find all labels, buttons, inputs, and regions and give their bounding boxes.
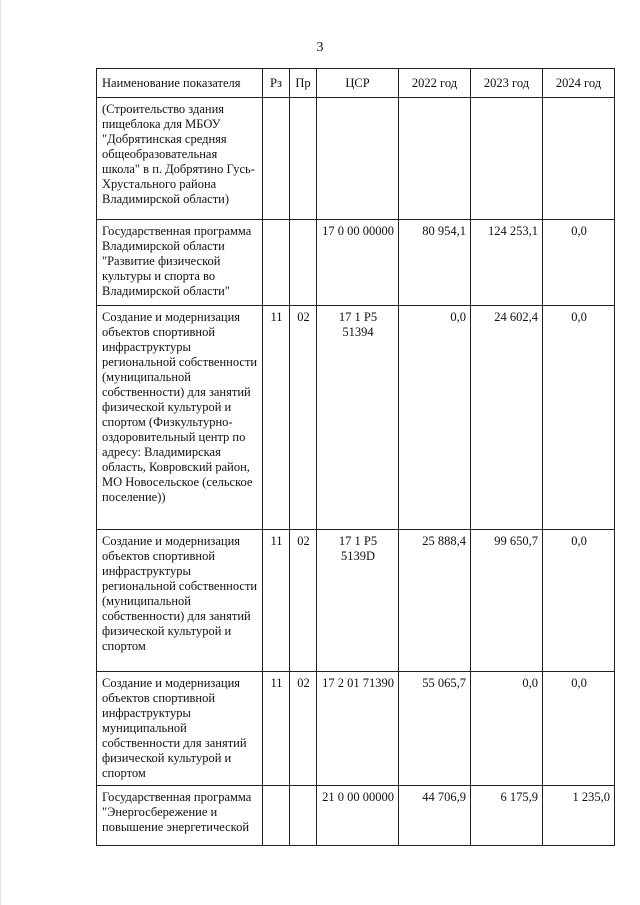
row-pr: 02 (290, 672, 317, 786)
row-name: Создание и модернизация объектов спортивной инфраструктуры региональной собственности (муниципальной собственности) для занятий физической культурой и спортом (97, 530, 263, 672)
table-row (97, 98, 615, 220)
table-row (97, 306, 615, 530)
table-row (97, 786, 615, 846)
row-2024: 0,0 (543, 220, 615, 306)
row-2024: 0,0 (543, 672, 615, 786)
row-2022: 44 706,9 (399, 786, 471, 846)
scan-edge-line (0, 0, 1, 905)
row-csr: 17 1 P5 5139D (317, 530, 399, 672)
row-csr: 17 1 P5 51394 (317, 306, 399, 530)
row-rz: 11 (263, 530, 290, 672)
row-csr (317, 98, 399, 220)
row-2023: 0,0 (471, 672, 543, 786)
row-2022: 55 065,7 (399, 672, 471, 786)
table-row (97, 530, 615, 672)
row-2023: 6 175,9 (471, 786, 543, 846)
row-name: (Строительство здания пищеблока для МБОУ "Добрятинская средняя общеобразовательная школа" в п. Добрятино Гусь-Хрустального района Владимирской области) (97, 98, 263, 220)
row-2023: 24 602,4 (471, 306, 543, 530)
row-name: Государственная программа Владимирской области "Развитие физической культуры и спорта во Владимирской области" (97, 220, 263, 306)
row-2023: 99 650,7 (471, 530, 543, 672)
row-rz (263, 786, 290, 846)
header-2023: 2023 год (471, 69, 543, 98)
row-2024: 0,0 (543, 530, 615, 672)
row-rz: 11 (263, 672, 290, 786)
row-pr: 02 (290, 306, 317, 530)
header-pr: Пр (290, 69, 317, 98)
row-name: Государственная программа "Энергосбережение и повышение энергетической (97, 786, 263, 846)
row-name: Создание и модернизация объектов спортивной инфраструктуры региональной собственности (муниципальной собственности) для занятий физической культурой и спортом (Физкультурно-оздоровительный центр по адресу: Владимирская область, Ковровский район, МО Новосельское (сельское поселение)) (97, 306, 263, 530)
header-csr: ЦСР (317, 69, 399, 98)
row-2023 (471, 98, 543, 220)
row-2022: 25 888,4 (399, 530, 471, 672)
row-2023: 124 253,1 (471, 220, 543, 306)
row-2022 (399, 98, 471, 220)
row-2022: 80 954,1 (399, 220, 471, 306)
row-rz (263, 98, 290, 220)
row-name: Создание и модернизация объектов спортивной инфраструктуры муниципальной собственности для занятий физической культурой и спортом (97, 672, 263, 786)
header-name: Наименование показателя (97, 69, 263, 98)
row-pr (290, 786, 317, 846)
row-rz: 11 (263, 306, 290, 530)
row-2024: 1 235,0 (543, 786, 615, 846)
row-csr: 17 0 00 00000 (317, 220, 399, 306)
row-2022: 0,0 (399, 306, 471, 530)
page-number: 3 (316, 40, 324, 55)
row-pr (290, 98, 317, 220)
header-rz: Рз (263, 69, 290, 98)
table-row (97, 220, 615, 306)
row-2024: 0,0 (543, 306, 615, 530)
row-pr (290, 220, 317, 306)
budget-table (96, 68, 615, 846)
row-pr: 02 (290, 530, 317, 672)
table-row (97, 672, 615, 786)
row-csr: 21 0 00 00000 (317, 786, 399, 846)
row-2024 (543, 98, 615, 220)
row-rz (263, 220, 290, 306)
header-2022: 2022 год (399, 69, 471, 98)
row-csr: 17 2 01 71390 (317, 672, 399, 786)
table-header-row (97, 69, 615, 98)
header-2024: 2024 год (543, 69, 615, 98)
